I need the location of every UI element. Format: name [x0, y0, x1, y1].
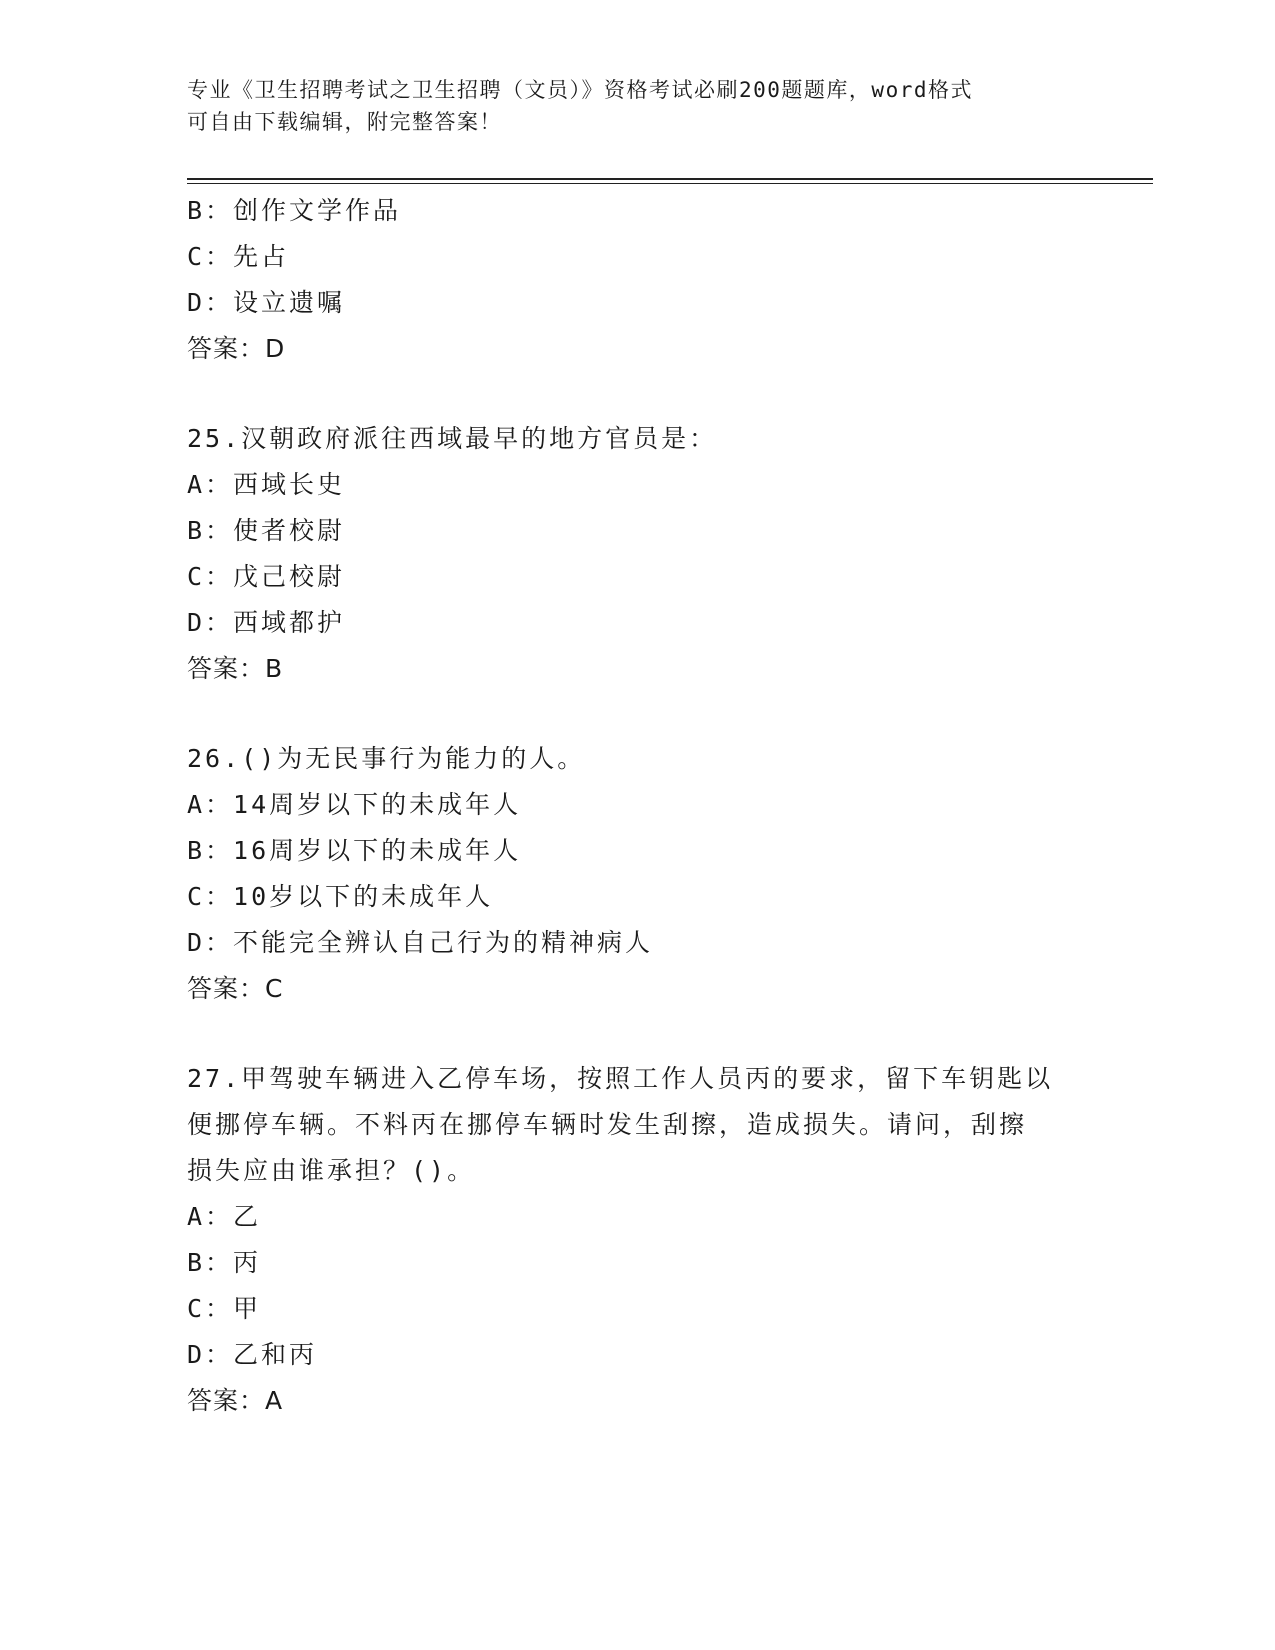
q26-option-a: A：14周岁以下的未成年人 — [187, 790, 522, 819]
q27-question-line-3: 损失应由谁承担？()。 — [187, 1156, 476, 1185]
q26-option-d: D：不能完全辨认自己行为的精神病人 — [187, 928, 654, 957]
q27-answer: 答案：A — [187, 1386, 284, 1415]
spacer — [187, 692, 1087, 736]
header-title-line-2: 可自由下载编辑，附完整答案！ — [187, 110, 502, 134]
question-26-block — [187, 736, 1087, 1012]
q26-option-c: C：10岁以下的未成年人 — [187, 882, 494, 911]
q24-option-d: D：设立遗嘱 — [187, 288, 346, 317]
q27-option-d: D：乙和丙 — [187, 1340, 318, 1369]
header-rule-thin — [187, 183, 1153, 184]
q24-option-b: B：创作文学作品 — [187, 196, 402, 225]
q25-answer: 答案：B — [187, 654, 284, 683]
question-25-block — [187, 416, 1087, 692]
q27-option-b: B：丙 — [187, 1248, 262, 1277]
header-rule-thick — [187, 178, 1153, 180]
q25-option-d: D：西域都护 — [187, 608, 346, 637]
q26-question: 26.()为无民事行为能力的人。 — [187, 744, 586, 773]
question-24-block — [187, 188, 1087, 372]
q26-answer: 答案：C — [187, 974, 284, 1003]
question-list — [187, 188, 1087, 1424]
q25-option-c: C：戊己校尉 — [187, 562, 346, 591]
q25-option-b: B：使者校尉 — [187, 516, 346, 545]
q25-question: 25.汉朝政府派往西域最早的地方官员是： — [187, 424, 718, 453]
question-27-block — [187, 1056, 1087, 1424]
q24-option-c: C：先占 — [187, 242, 290, 271]
spacer — [187, 372, 1087, 416]
q27-option-c: C：甲 — [187, 1294, 262, 1323]
q27-question-line-2: 便挪停车辆。不料丙在挪停车辆时发生刮擦，造成损失。请问，刮擦 — [187, 1110, 1028, 1139]
q25-option-a: A：西域长史 — [187, 470, 346, 499]
q26-option-b: B：16周岁以下的未成年人 — [187, 836, 522, 865]
spacer — [187, 1012, 1087, 1056]
q24-answer: 答案：D — [187, 334, 286, 363]
header-title-line-1: 专业《卫生招聘考试之卫生招聘（文员）》资格考试必刷200题题库，word格式 — [187, 78, 973, 102]
document-header — [187, 74, 1087, 138]
q27-question-line-1: 27.甲驾驶车辆进入乙停车场，按照工作人员丙的要求，留下车钥匙以 — [187, 1064, 1054, 1093]
q27-option-a: A：乙 — [187, 1202, 262, 1231]
